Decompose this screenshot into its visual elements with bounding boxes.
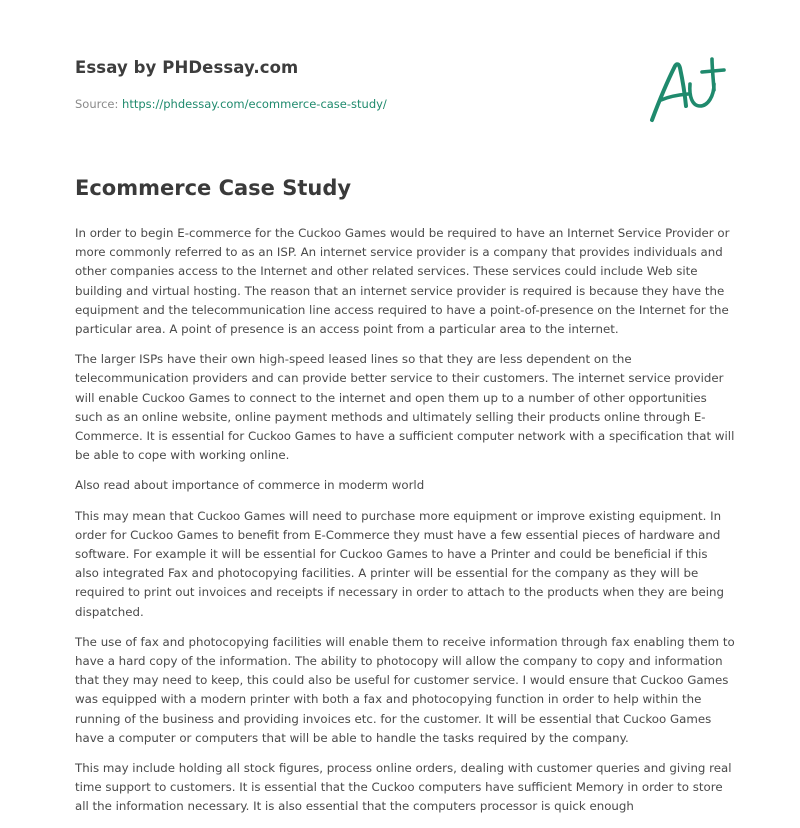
article-paragraph: This may mean that Cuckoo Games will need to purchase more equipment or improve existing equipment. In order for Cuckoo Games to benefit from E-Commerce they must have a few essential pieces of hardware and software. For example it will be essential for Cuckoo Games to have a Printer and could be beneficial if this also integrated Fax and photocopying facilities. A printer will be essential for the company as they will be required to print out invoices and receipts if necessary in order to attach to the products when they are being dispatched. [75, 508, 724, 619]
article-title: Ecommerce Case Study [75, 176, 352, 200]
brand-title: Essay by PHDessay.com [75, 58, 299, 77]
article-paragraph: The use of fax and photocopying facilities will enable them to receive information through fax enabling them to have a hard copy of the information. The ability to photocopy will allow the company to copy and information that they may need to keep, this could also be useful for customer service. I would ensure that Cuckoo Games was equipped with a modern printer with both a fax and photocopying function in order to help within the running of the business and providing invoices etc. for the customer. It will be essential that Cuckoo Games have a computer or computers that will be able to handle the tasks required by the company. [75, 634, 735, 745]
article-paragraph: Also read about importance of commerce in moderm world [75, 478, 425, 493]
source-line [75, 97, 387, 111]
article-body [75, 224, 735, 828]
page-header [75, 58, 298, 77]
source-label: Source: [75, 97, 123, 111]
a-plus-logo-icon [648, 54, 728, 128]
article-paragraph: In order to begin E-commerce for the Cuckoo Games would be required to have an Internet Service Provider or more commonly referred to as an ISP. An internet service provider is a company that provides individuals and other companies access to the Internet and other related services. These services could include Web site building and virtual hosting. The reason that an internet service provider is required is because they have the equipment and the telecommunication line access required to have a point-of-presence on the Internet for the particular area. A point of presence is an access point from a particular area to the internet. [75, 226, 730, 337]
article-paragraph: The larger ISPs have their own high-speed leased lines so that they are less dependent on the telecommunication providers and can provide better service to their customers. The internet service provider will enable Cuckoo Games to connect to the internet and open them up to a number of other opportunities such as an online website, online payment methods and ultimately selling their products online through E-Commerce. It is essential for Cuckoo Games to have a sufficient computer network with a specification that will be able to cope with working online. [75, 352, 735, 463]
source-link[interactable]: https://phdessay.com/ecommerce-case-study/ [122, 97, 387, 111]
article-paragraph: This may include holding all stock figures, process online orders, dealing with customer queries and giving real time support to customers. It is essential that the Cuckoo computers have sufficient Memory in order to store all the information necessary. It is also essential that the computers processor is quick enough [75, 761, 732, 814]
